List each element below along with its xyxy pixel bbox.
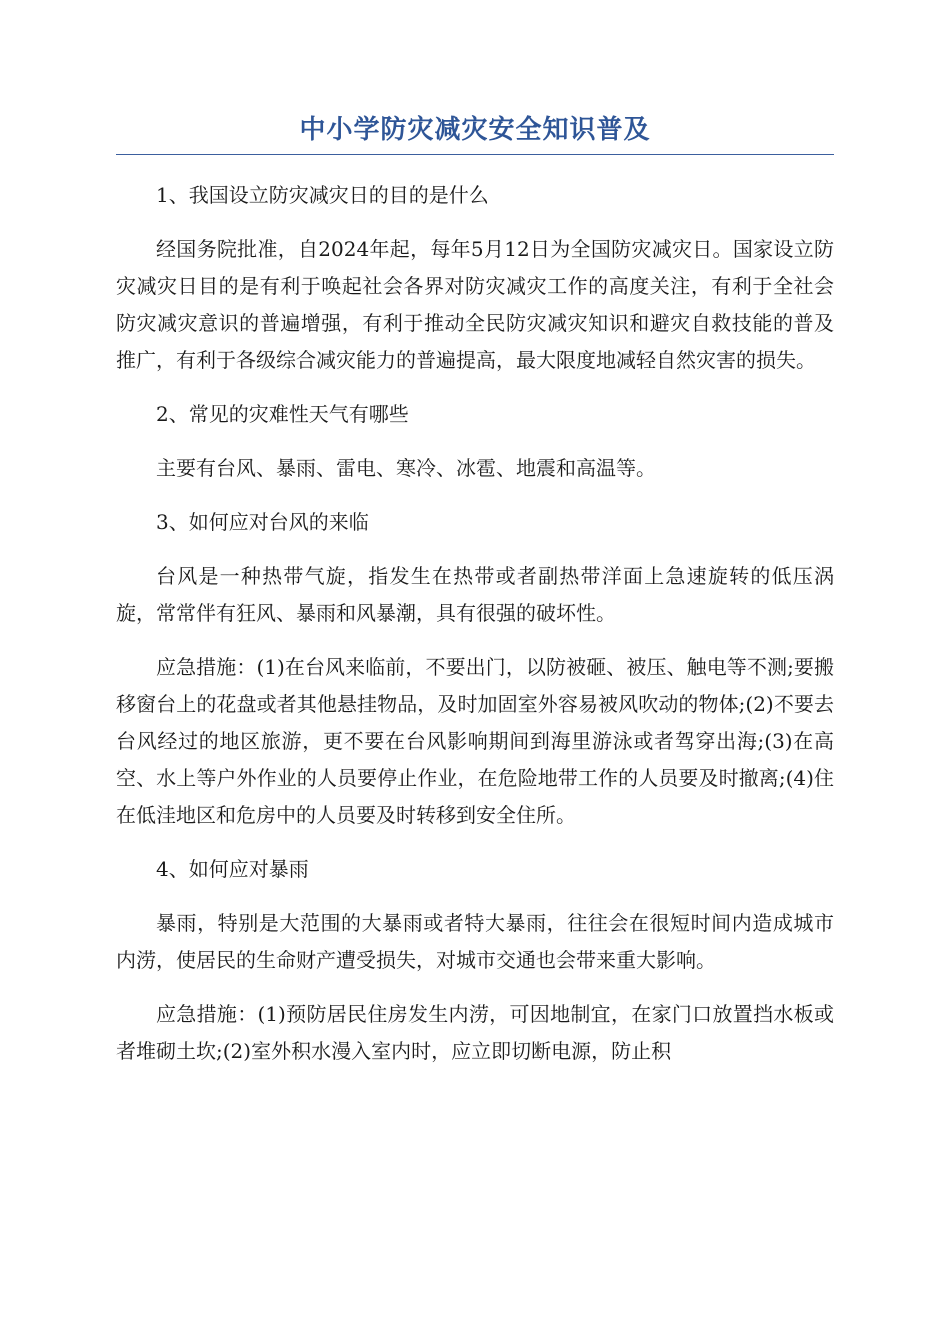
question-heading-3: 3、如何应对台风的来临: [156, 510, 369, 534]
emergency-measures-rainstorm: 应急措施：(1)预防居民住房发生内涝，可因地制宜，在家门口放置挡水板或者堆砌土坎;(2)室外积水漫入室内时，应立即切断电源，防止积: [116, 1002, 834, 1063]
question-heading-4: 4、如何应对暴雨: [156, 857, 309, 881]
question-heading-1: 1、我国设立防灾减灾日的目的是什么: [156, 183, 489, 207]
question-heading-2: 2、常见的灾难性天气有哪些: [156, 402, 409, 426]
answer-paragraph-3: 台风是一种热带气旋，指发生在热带或者副热带洋面上急速旋转的低压涡旋，常常伴有狂风、暴雨和风暴潮，具有很强的破坏性。: [116, 564, 834, 625]
emergency-measures-typhoon: 应急措施：(1)在台风来临前，不要出门，以防被砸、被压、触电等不测;要搬移窗台上的花盘或者其他悬挂物品，及时加固室外容易被风吹动的物体;(2)不要去台风经过的地区旅游，更不要在台风影响期间到海里游泳或者驾穿出海;(3)在高空、水上等户外作业的人员要停止作业，在危险地带工作的人员要及时撤离;(4)住在低洼地区和危房中的人员要及时转移到安全住所。: [116, 655, 834, 827]
title-underline: [116, 154, 834, 155]
answer-paragraph-1: 经国务院批准，自2024年起，每年5月12日为全国防灾减灾日。国家设立防灾减灾日目的是有利于唤起社会各界对防灾减灾工作的高度关注，有利于全社会防灾减灾意识的普遍增强，有利于推动全民防灾减灾知识和避灾自救技能的普及推广，有利于各级综合减灾能力的普遍提高，最大限度地减轻自然灾害的损失。: [116, 237, 834, 372]
document-page: [116, 110, 834, 1087]
answer-paragraph-2: 主要有台风、暴雨、雷电、寒冷、冰雹、地震和高温等。: [156, 456, 656, 480]
answer-paragraph-4: 暴雨，特别是大范围的大暴雨或者特大暴雨，往往会在很短时间内造成城市内涝，使居民的生命财产遭受损失，对城市交通也会带来重大影响。: [116, 911, 834, 972]
document-title: 中小学防灾减灾安全知识普及: [299, 115, 651, 145]
